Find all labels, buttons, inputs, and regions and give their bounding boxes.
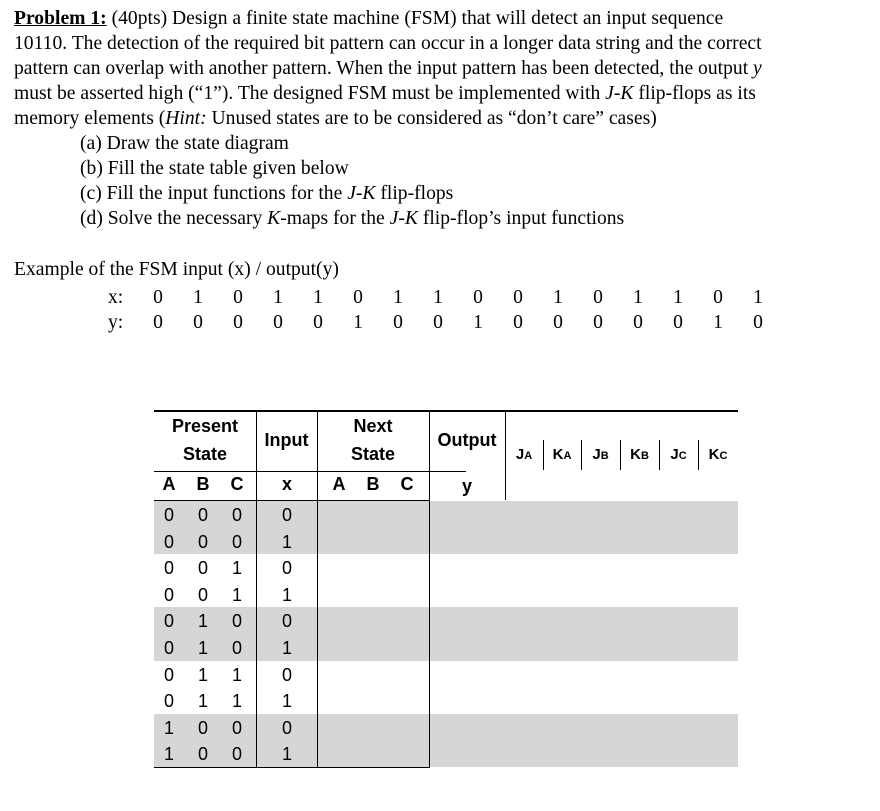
cell-c: 1 <box>231 558 242 579</box>
col-y-header: y <box>461 476 472 496</box>
col-b-header: B <box>196 474 210 494</box>
header-mid-rule <box>154 471 466 472</box>
x-seq-value: 0 <box>153 287 163 308</box>
cell-x: 1 <box>281 744 292 765</box>
present-input-divider <box>256 410 257 768</box>
cell-b: 0 <box>197 584 208 605</box>
y-seq-value: 0 <box>233 312 243 333</box>
problem-line-5 <box>14 106 870 131</box>
x-seq-value: 0 <box>513 287 523 308</box>
x-seq-value: 0 <box>473 287 483 308</box>
subtask-a: (a) Draw the state diagram <box>80 133 289 154</box>
cell-a: 1 <box>163 717 174 738</box>
y-seq-value: 0 <box>313 312 323 333</box>
x-seq-value: 1 <box>553 287 563 308</box>
x-seq-value: 0 <box>713 287 723 308</box>
cell-x: 0 <box>281 664 292 685</box>
cell-b: 1 <box>197 611 208 632</box>
cell-c: 0 <box>231 744 242 765</box>
y-seq-value: 0 <box>273 312 283 333</box>
x-seq-value: 1 <box>393 287 403 308</box>
jk-header-ka: KA <box>552 446 572 463</box>
problem-label: Problem 1: <box>14 8 107 29</box>
y-label: y: <box>108 312 124 333</box>
cell-c: 1 <box>231 691 242 712</box>
jk-header-jb: JB <box>592 446 609 463</box>
col-a-header: A <box>162 474 176 494</box>
subtask-d <box>80 206 624 231</box>
cell-b: 0 <box>197 744 208 765</box>
x-seq-value: 1 <box>433 287 443 308</box>
subtask-c <box>80 181 453 206</box>
subtask-b: (b) Fill the state table given below <box>80 158 349 179</box>
cell-b: 1 <box>197 691 208 712</box>
cell-x: 0 <box>281 717 292 738</box>
next-output-divider <box>429 410 430 768</box>
subtask-d-mid: -maps for the <box>280 208 390 229</box>
y-seq-value: 0 <box>393 312 403 333</box>
cell-x: 0 <box>281 505 292 525</box>
cell-b: 0 <box>197 558 208 579</box>
y-seq-value: 0 <box>433 312 443 333</box>
example-title: Example of the FSM input (x) / output(y) <box>14 259 339 280</box>
problem-statement <box>14 6 870 131</box>
cell-a: 0 <box>163 531 174 552</box>
state-table <box>154 410 738 768</box>
x-seq-value: 0 <box>353 287 363 308</box>
cell-b: 0 <box>197 505 208 525</box>
cell-x: 1 <box>281 638 292 658</box>
cell-a: 0 <box>163 558 174 579</box>
x-seq-value: 1 <box>673 287 683 308</box>
cell-a: 0 <box>163 638 174 658</box>
cell-a: 0 <box>163 611 174 632</box>
jk-header-ja: JA <box>515 446 533 463</box>
problem-line-3 <box>14 56 870 81</box>
cell-x: 1 <box>281 691 292 712</box>
problem-line-1 <box>14 6 870 31</box>
cell-b: 0 <box>197 531 208 552</box>
col-next-a-header: A <box>332 474 346 494</box>
table-top-rule <box>154 410 738 412</box>
subtask-d-jk: J-K <box>389 208 418 229</box>
problem-line-3-text: pattern can overlap with another pattern. When the input pattern has been detected, the output <box>14 58 754 79</box>
x-seq-value: 0 <box>233 287 243 308</box>
cell-a: 0 <box>163 664 174 685</box>
cell-a: 0 <box>163 584 174 605</box>
header-bottom-rule <box>154 500 430 501</box>
y-seq-value: 0 <box>553 312 563 333</box>
subtask-c-end: flip-flops <box>375 183 454 204</box>
cell-b: 1 <box>197 664 208 685</box>
cell-c: 0 <box>231 717 242 738</box>
cell-x: 1 <box>281 584 292 605</box>
output-header: Output <box>437 430 497 450</box>
col-c-header: C <box>230 474 244 494</box>
next-state-header-1: Next <box>353 416 393 436</box>
cell-x: 0 <box>281 558 292 579</box>
cell-x: 1 <box>281 531 292 552</box>
y-seq-value: 1 <box>713 312 723 333</box>
y-seq-value: 0 <box>753 312 763 333</box>
subtask-d-end: flip-flop’s input functions <box>417 208 625 229</box>
cell-x: 0 <box>281 611 292 632</box>
subtask-d-k: K <box>267 208 281 229</box>
cell-c: 0 <box>231 611 242 632</box>
cell-a: 0 <box>163 505 174 525</box>
x-seq-value: 1 <box>193 287 203 308</box>
cell-c: 1 <box>231 664 242 685</box>
cell-a: 1 <box>163 744 174 765</box>
y-seq-value: 0 <box>513 312 523 333</box>
problem-line-5-text: memory elements ( <box>14 108 166 129</box>
x-seq-value: 1 <box>753 287 763 308</box>
jk-header-kc: KC <box>708 446 728 463</box>
jk-term: J-K <box>605 83 634 104</box>
x-seq-value: 1 <box>633 287 643 308</box>
problem-line-4 <box>14 81 870 106</box>
cell-b: 1 <box>197 638 208 658</box>
table-bottom-rule <box>154 767 430 768</box>
input-header: Input <box>264 430 309 450</box>
x-seq-value: 1 <box>313 287 323 308</box>
next-state-header-2: State <box>350 444 395 464</box>
cell-a: 0 <box>163 691 174 712</box>
y-seq-value: 1 <box>473 312 483 333</box>
cell-c: 0 <box>231 531 242 552</box>
cell-c: 0 <box>231 505 242 525</box>
subtask-c-jk: J-K <box>347 183 376 204</box>
col-next-b-header: B <box>366 474 380 494</box>
subtask-d-text: (d) Solve the necessary <box>80 208 268 229</box>
y-seq-value: 1 <box>353 312 363 333</box>
x-seq-value: 1 <box>273 287 283 308</box>
output-variable-y: y <box>753 58 762 79</box>
y-seq-value: 0 <box>193 312 203 333</box>
problem-points-text: (40pts) Design a finite state machine (FSM) that will detect an input sequence <box>106 8 724 29</box>
cell-b: 0 <box>197 717 208 738</box>
y-seq-value: 0 <box>633 312 643 333</box>
col-next-c-header: C <box>400 474 414 494</box>
problem-line-4-text: must be asserted high (“1”). The designed FSM must be implemented with <box>14 83 606 104</box>
present-state-header-1: Present <box>171 416 239 436</box>
col-x-header: x <box>281 474 292 494</box>
x-label: x: <box>108 287 124 308</box>
problem-line-2: 10110. The detection of the required bit pattern can occur in a longer data string and the correct <box>14 33 762 54</box>
hint-label: Hint: <box>165 108 207 129</box>
problem-line-4-end: flip-flops as its <box>633 83 756 104</box>
cell-c: 0 <box>231 638 242 658</box>
jk-header-kb: KB <box>630 446 649 463</box>
present-state-header-2: State <box>182 444 227 464</box>
y-seq-value: 0 <box>673 312 683 333</box>
cell-c: 1 <box>231 584 242 605</box>
problem-line-5-end: Unused states are to be considered as “don’t care” cases) <box>206 108 657 129</box>
subtask-c-text: (c) Fill the input functions for the <box>80 183 348 204</box>
y-seq-value: 0 <box>593 312 603 333</box>
jk-header-jc: JC <box>670 446 687 463</box>
x-seq-value: 0 <box>593 287 603 308</box>
y-seq-value: 0 <box>153 312 163 333</box>
